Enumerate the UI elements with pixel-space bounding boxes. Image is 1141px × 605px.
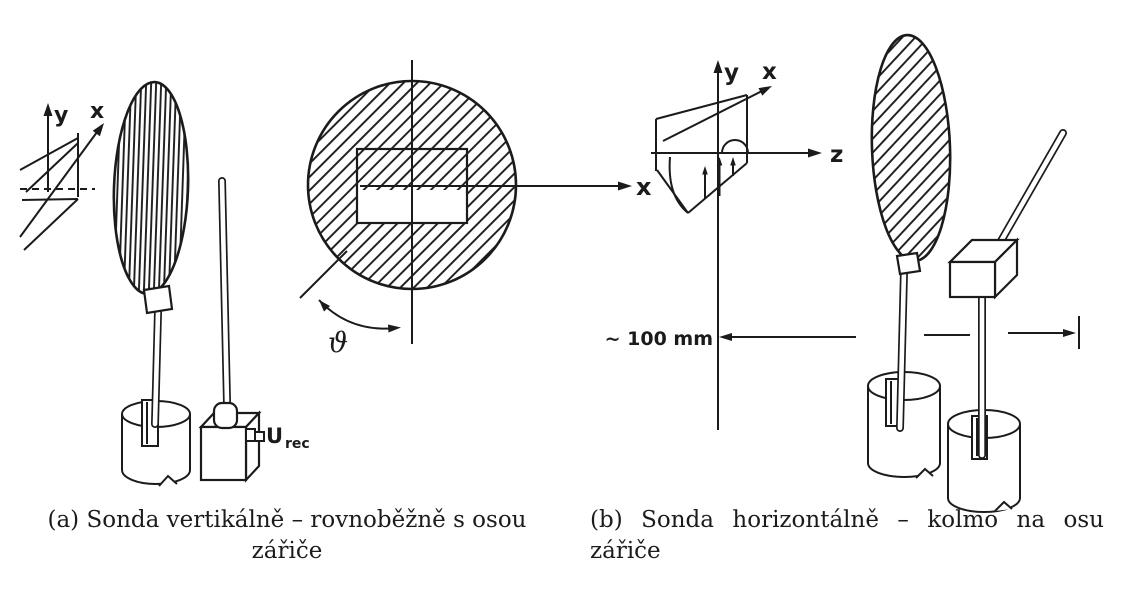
caption-b-line1: (b) Sonda horizontálně – kolmo na osu bbox=[590, 507, 1104, 533]
b-x-axis bbox=[663, 90, 764, 141]
b-z-arrowhead bbox=[808, 149, 822, 158]
panel-a-coordinate-sketch bbox=[20, 99, 104, 250]
caption-a-line2: zářiče bbox=[251, 538, 323, 564]
b-field-envelope bbox=[722, 140, 748, 153]
a-sketch-x-label: x bbox=[90, 99, 105, 124]
a-u-rec-label: U bbox=[266, 424, 284, 448]
b-horizontal-probe bbox=[1001, 133, 1063, 241]
a-connector bbox=[246, 429, 255, 441]
a-connector-plug bbox=[255, 432, 264, 441]
b-x-arrowhead bbox=[759, 86, 773, 96]
panel-b-probe-assembly bbox=[948, 133, 1063, 512]
a-arc-arrowhead-right bbox=[388, 325, 401, 333]
panel-b-coordinate-sketch bbox=[651, 59, 843, 430]
a-disk-rod bbox=[155, 312, 158, 424]
b-dimension-label: ~ 100 mm bbox=[604, 328, 713, 350]
panel-b-disk-assembly bbox=[868, 34, 954, 478]
a-probe-mount-knob bbox=[214, 403, 237, 428]
a-x-axis-arrowhead bbox=[618, 182, 632, 191]
a-x-axis-label: x bbox=[636, 173, 652, 201]
panel-a bbox=[20, 60, 652, 486]
panel-b bbox=[605, 34, 1079, 512]
b-dim-arrowhead-left bbox=[719, 333, 732, 341]
caption-panel-b bbox=[590, 505, 1104, 567]
caption-a-line1: (a) Sonda vertikálně – rovnoběžně s osou bbox=[47, 507, 527, 533]
panel-a-probe-assembly bbox=[201, 181, 310, 480]
b-dim-arrowhead-right bbox=[1063, 329, 1076, 337]
b-dimension bbox=[605, 316, 1079, 350]
b-y-arrowhead bbox=[714, 60, 723, 73]
a-rotation-angle-label: ϑ bbox=[328, 326, 349, 359]
b-z-label: z bbox=[830, 142, 844, 168]
a-sketch-y-label: y bbox=[54, 103, 69, 128]
a-hatched-disk bbox=[110, 81, 191, 295]
caption-panel-a bbox=[28, 505, 546, 567]
b-detector-box-front bbox=[950, 262, 995, 297]
b-disk-clamp bbox=[897, 253, 920, 274]
a-disk-clamp bbox=[144, 286, 172, 313]
panel-a-disk-assembly bbox=[110, 81, 191, 486]
b-y-label: y bbox=[724, 60, 739, 86]
b-x-label: x bbox=[762, 59, 777, 85]
caption-b-line2: zářiče bbox=[590, 538, 661, 564]
a-y-arrowhead bbox=[44, 103, 53, 116]
a-rotated-axis-line bbox=[300, 251, 347, 298]
b-hatched-disk bbox=[868, 34, 954, 263]
a-detector-box-front bbox=[201, 427, 246, 480]
a-rotation-arc bbox=[319, 300, 397, 329]
panel-a-front-view bbox=[300, 60, 652, 359]
a-u-rec-subscript: rec bbox=[285, 436, 310, 452]
